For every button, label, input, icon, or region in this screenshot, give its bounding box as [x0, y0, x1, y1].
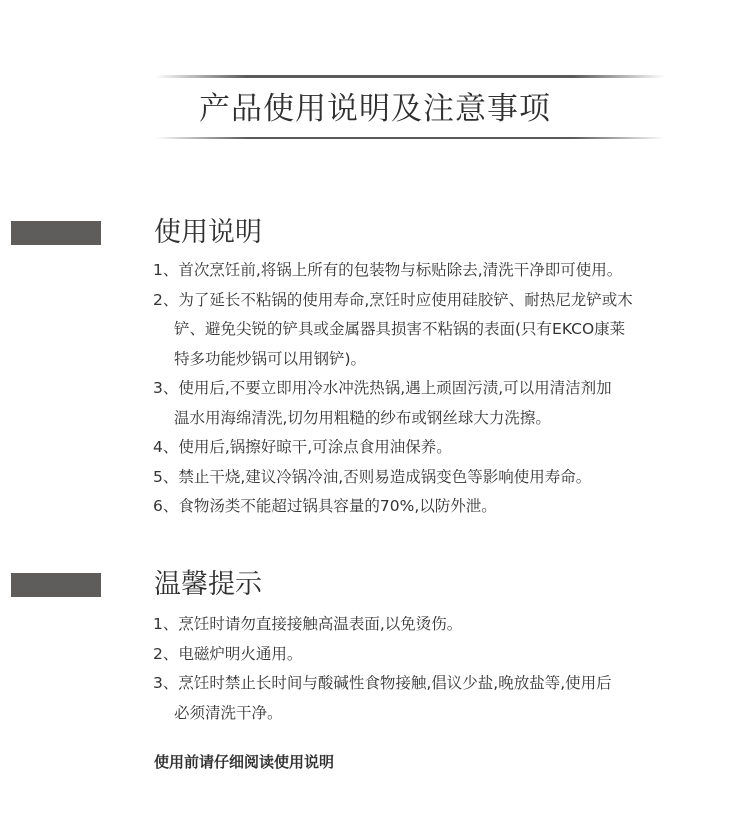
tips-list — [153, 610, 713, 728]
title-top-rule — [155, 75, 665, 78]
section-marker-tips — [11, 573, 101, 597]
section-heading-usage: 使用说明 — [154, 217, 262, 248]
list-item-line: 4、使用后,锅擦好晾干,可涂点食用油保养。 — [153, 438, 452, 456]
list-item-line: 铲、避免尖锐的铲具或金属器具损害不粘锅的表面(只有EKCO康莱 — [174, 320, 626, 338]
page-title: 产品使用说明及注意事项 — [199, 91, 551, 127]
list-item — [153, 374, 713, 433]
list-item — [153, 286, 713, 375]
list-item-line: 1、烹饪时请勿直接接触高温表面,以免烫伤。 — [153, 615, 463, 633]
list-item-line: 3、使用后,不要立即用冷水冲洗热锅,遇上顽固污渍,可以用清洁剂加 — [153, 379, 612, 397]
list-item — [153, 669, 713, 728]
list-item-line: 温水用海绵清洗,切勿用粗糙的纱布或钢丝球大力洗擦。 — [174, 408, 551, 427]
list-item — [153, 610, 713, 640]
list-item — [153, 256, 713, 286]
list-item-line: 2、电磁炉明火通用。 — [153, 644, 303, 663]
list-item — [153, 492, 713, 522]
list-item-line: 2、为了延长不粘锅的使用寿命,烹饪时应使用硅胶铲、耐热尼龙铲或木 — [153, 290, 633, 309]
list-item — [153, 463, 713, 493]
footer-note: 使用前请仔细阅读使用说明 — [154, 753, 335, 771]
list-item-line: 特多功能炒锅可以用钢铲)。 — [174, 349, 367, 368]
list-item — [153, 640, 713, 670]
list-item-line: 3、烹饪时禁止长时间与酸碱性食物接触,倡议少盐,晚放盐等,使用后 — [153, 674, 612, 692]
list-item-line: 必须清洗干净。 — [174, 703, 283, 722]
section-heading-tips: 温馨提示 — [154, 569, 262, 600]
list-item-line: 6、食物汤类不能超过锅具容量的70%,以防外泄。 — [153, 497, 497, 515]
title-bottom-rule — [155, 137, 665, 139]
list-item-line: 5、禁止干烧,建议冷锅冷油,否则易造成锅变色等影响使用寿命。 — [153, 467, 592, 486]
section-marker-usage — [11, 221, 101, 245]
usage-instructions-list — [153, 256, 713, 522]
list-item-line: 1、首次烹饪前,将锅上所有的包装物与标贴除去,清洗干净即可使用。 — [153, 261, 623, 279]
list-item — [153, 433, 713, 463]
